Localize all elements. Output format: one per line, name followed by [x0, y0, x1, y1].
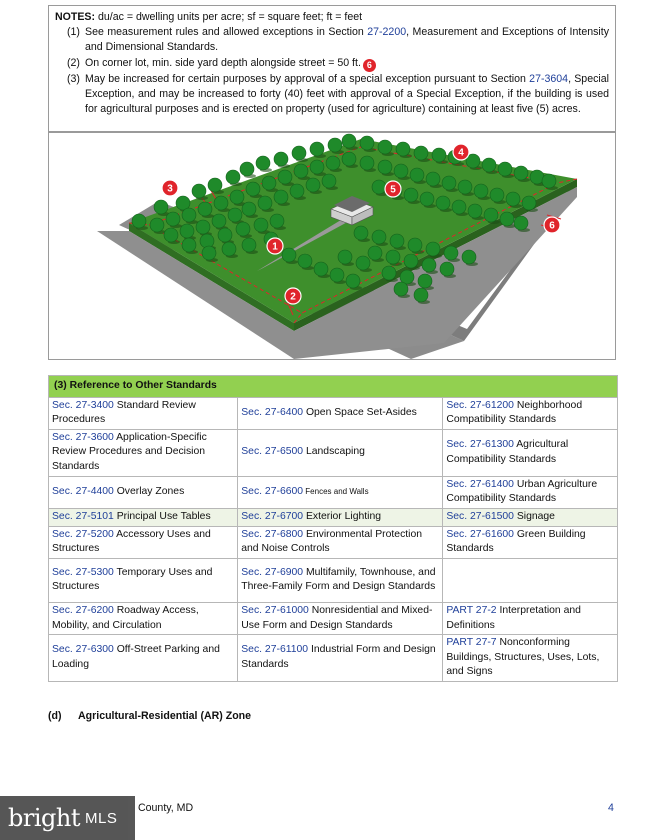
tree [500, 212, 514, 226]
tree [208, 178, 222, 192]
tree [386, 250, 400, 264]
reference-header-row [49, 376, 618, 398]
tree [404, 188, 418, 202]
tree [440, 262, 454, 276]
tree [310, 142, 324, 156]
tree [498, 162, 512, 176]
tree [262, 176, 276, 190]
tree [420, 192, 434, 206]
tree [150, 218, 164, 232]
reference-cell [443, 602, 618, 634]
tree [360, 136, 374, 150]
reference-title: Urban Agriculture Compatibility Standards [446, 478, 598, 505]
reference-rows [49, 397, 618, 681]
reference-cell [238, 558, 443, 602]
reference-title: Accessory Uses and Structures [52, 528, 211, 555]
reference-link[interactable]: Sec. 27-4400 [52, 485, 114, 497]
note-2 [55, 56, 609, 72]
tree [322, 174, 336, 188]
tree [356, 256, 370, 270]
reference-title: Exterior Lighting [303, 510, 382, 522]
reference-row [49, 558, 618, 602]
reference-link[interactable]: Sec. 27-61100 [241, 644, 309, 656]
tree [506, 192, 520, 206]
tree [378, 160, 392, 174]
reference-title: Industrial Form and Design Standards [241, 644, 436, 671]
reference-title: Multifamily, Townhouse, and Three-Family Form and Design Standards [241, 566, 436, 593]
tree [482, 158, 496, 172]
reference-title: Nonresidential and Mixed-Use Form and Design Standards [241, 604, 433, 631]
reference-link[interactable]: Sec. 27-61300 [446, 439, 514, 451]
reference-cell [443, 635, 618, 682]
tree [274, 152, 288, 166]
reference-header: (3) Reference to Other Standards [49, 376, 618, 398]
reference-link[interactable]: Sec. 27-5101 [52, 510, 114, 522]
reference-title: Roadway Access, Mobility, and Circulation [52, 604, 199, 631]
reference-link[interactable]: Sec. 27-5300 [52, 566, 114, 578]
reference-cell [443, 526, 618, 558]
reference-link[interactable]: PART 27-2 [446, 604, 497, 616]
note-text: , Special Exception, and may be increased to forty (40) feet with approval of a Special Exception, if the building is used for agricultural purposes and is erected on property (used for agriculture) containing at least five (5) acres. [85, 72, 609, 116]
lot-diagram [49, 133, 615, 359]
reference-row [49, 397, 618, 429]
marker-label: 4 [458, 147, 464, 159]
reference-title: Overlay Zones [113, 485, 185, 497]
reference-cell [49, 602, 238, 634]
tree [222, 242, 236, 256]
reference-cell [443, 397, 618, 429]
tree [196, 220, 210, 234]
tree [212, 214, 226, 228]
reference-title: Landscaping [303, 446, 365, 458]
tree [154, 200, 168, 214]
watermark-suffix: MLS [84, 809, 118, 827]
tree [514, 216, 528, 230]
reference-cell [443, 476, 618, 508]
tree [426, 172, 440, 186]
reference-link[interactable]: Sec. 27-5200 [52, 528, 114, 540]
reference-cell [238, 508, 443, 526]
tree [418, 274, 432, 288]
note-1 [55, 25, 609, 55]
tree [182, 238, 196, 252]
note-number: (2) [67, 56, 80, 69]
tree [372, 230, 386, 244]
reference-cell [49, 526, 238, 558]
tree [404, 254, 418, 268]
tree [132, 214, 146, 228]
reference-cell [49, 508, 238, 526]
reference-title: Standard Review Procedures [52, 399, 196, 426]
reference-row [49, 635, 618, 682]
reference-title: Nonconforming Buildings, Structures, Uses, Lots, and Signs [446, 637, 600, 678]
tree [368, 246, 382, 260]
reference-row [49, 508, 618, 526]
watermark-brand: bright [8, 804, 80, 832]
tree [484, 208, 498, 222]
tree [306, 178, 320, 192]
tree [242, 202, 256, 216]
tree [242, 238, 256, 252]
reference-cell [49, 558, 238, 602]
reference-cell [49, 429, 238, 476]
reference-link[interactable]: Sec. 27-61200 [446, 399, 514, 411]
note-3 [55, 72, 609, 118]
tree [408, 238, 422, 252]
tree [372, 180, 386, 194]
section-title: Agricultural-Residential (AR) Zone [78, 710, 252, 722]
tree [360, 156, 374, 170]
page-number: 4 [608, 802, 614, 814]
reference-cell [49, 635, 238, 682]
tree [246, 182, 260, 196]
reference-title: Off-Street Parking and Loading [52, 644, 220, 671]
lot-illustration [48, 132, 616, 360]
tree [462, 250, 476, 264]
tree [514, 166, 528, 180]
tree [426, 242, 440, 256]
tree [278, 170, 292, 184]
note-text: See measurement rules and allowed exceptions in Section [85, 26, 368, 39]
tree [432, 148, 446, 162]
tree [198, 202, 212, 216]
reference-title: Temporary Uses and Structures [52, 566, 213, 593]
marker-label: 2 [290, 291, 296, 303]
note-number: (1) [67, 26, 80, 39]
reference-link[interactable]: Sec. 27-6800 [241, 528, 304, 540]
notes-box [48, 5, 616, 132]
tree [298, 254, 312, 268]
tree [294, 164, 308, 178]
reference-link[interactable]: Sec. 27-6600 [241, 485, 304, 497]
reference-title: Signage [513, 510, 555, 522]
tree [228, 208, 242, 222]
tree [410, 168, 424, 182]
reference-cell [443, 558, 618, 602]
footer-county: County, MD [138, 802, 194, 814]
tree [270, 214, 284, 228]
tree [378, 140, 392, 154]
tree [414, 146, 428, 160]
marker-label: 6 [549, 220, 555, 232]
tree [342, 134, 356, 148]
tree [202, 246, 216, 260]
tree [256, 156, 270, 170]
section-link-27-2200[interactable]: 27-2200 [367, 26, 407, 39]
tree [436, 196, 450, 210]
tree [180, 224, 194, 238]
tree [338, 250, 352, 264]
tree [164, 228, 178, 242]
reference-link[interactable]: PART 27-7 [446, 637, 497, 649]
tree [218, 228, 232, 242]
reference-cell [238, 397, 443, 429]
tree [314, 262, 328, 276]
notes-heading-text: du/ac = dwelling units per acre; sf = square feet; ft = feet [95, 11, 363, 23]
reference-row [49, 526, 618, 558]
reference-row [49, 429, 618, 476]
tree [240, 162, 254, 176]
tree [292, 146, 306, 160]
tree [290, 184, 304, 198]
tree [166, 212, 180, 226]
reference-table [48, 375, 618, 682]
reference-link[interactable]: Sec. 27-61600 [446, 528, 514, 540]
reference-title: Fences and Walls [303, 486, 369, 496]
reference-row [49, 602, 618, 634]
marker-label: 3 [167, 183, 173, 195]
tree [444, 246, 458, 260]
reference-cell [49, 476, 238, 508]
reference-link[interactable]: Sec. 27-6400 [241, 406, 304, 418]
reference-cell [238, 602, 443, 634]
section-letter: (d) [48, 710, 62, 722]
section-link-27-3604[interactable]: 27-3604 [529, 72, 569, 85]
reference-title: Environmental Protection and Noise Controls [241, 528, 423, 555]
tree [230, 190, 244, 204]
reference-cell [238, 635, 443, 682]
tree [354, 226, 368, 240]
reference-link[interactable]: Sec. 27-61000 [241, 604, 309, 616]
tree [328, 138, 342, 152]
marker-badge: 6 [363, 59, 376, 72]
tree [226, 170, 240, 184]
tree [490, 188, 504, 202]
reference-title: Green Building Standards [446, 528, 586, 555]
reference-link[interactable]: Sec. 27-3400 [52, 399, 114, 411]
tree [414, 288, 428, 302]
marker-label: 5 [390, 184, 396, 196]
tree [330, 268, 344, 282]
brightmls-watermark [0, 796, 135, 840]
note-text: May be increased for certain purposes by approval of a special exception pursuant to Section [85, 72, 530, 85]
tree [452, 200, 466, 214]
reference-link[interactable]: Sec. 27-6700 [241, 510, 304, 522]
tree [258, 196, 272, 210]
reference-link[interactable]: Sec. 27-61500 [446, 510, 514, 522]
tree [326, 156, 340, 170]
tree [394, 282, 408, 296]
reference-link[interactable]: Sec. 27-3600 [52, 431, 114, 443]
reference-link[interactable]: Sec. 27-6200 [52, 604, 114, 616]
tree [236, 222, 250, 236]
reference-cell [238, 476, 443, 508]
tree [346, 274, 360, 288]
reference-row [49, 476, 618, 508]
reference-title: Application-Specific Review Procedures and Decision Standards [52, 431, 207, 472]
reference-cell [238, 526, 443, 558]
note-text: On corner lot, min. side yard depth alongside street = 50 ft. [85, 56, 361, 69]
tree [522, 196, 536, 210]
tree [282, 248, 296, 262]
marker-label: 1 [272, 241, 278, 253]
reference-title: Principal Use Tables [113, 510, 211, 522]
tree [182, 208, 196, 222]
tree [310, 160, 324, 174]
tree [200, 234, 214, 248]
tree [214, 196, 228, 210]
note-text: , Measurement and Exceptions of Intensity and Dimensional Standards. [85, 26, 610, 54]
tree [390, 234, 404, 248]
tree [342, 152, 356, 166]
tree [422, 258, 436, 272]
tree [274, 190, 288, 204]
tree [394, 164, 408, 178]
reference-title: Interpretation and Definitions [446, 604, 581, 631]
tree [458, 180, 472, 194]
reference-title: Neighborhood Compatibility Standards [446, 399, 583, 426]
tree [474, 184, 488, 198]
tree [382, 266, 396, 280]
tree [542, 174, 556, 188]
reference-link[interactable]: Sec. 27-61400 [446, 478, 514, 490]
tree [192, 184, 206, 198]
reference-link[interactable]: Sec. 27-6900 [241, 566, 304, 578]
section-d-heading [48, 710, 251, 722]
reference-link[interactable]: Sec. 27-6300 [52, 644, 114, 656]
notes-heading-label: NOTES: [55, 11, 96, 23]
reference-cell [443, 508, 618, 526]
reference-title: Open Space Set-Asides [303, 406, 417, 418]
reference-link[interactable]: Sec. 27-6500 [241, 446, 304, 458]
reference-cell [49, 397, 238, 429]
notes-heading [55, 10, 609, 25]
tree [442, 176, 456, 190]
tree [396, 142, 410, 156]
note-number: (3) [67, 72, 80, 85]
reference-title: Agricultural Compatibility Standards [446, 439, 569, 465]
reference-cell [443, 429, 618, 476]
tree [254, 218, 268, 232]
tree [468, 204, 482, 218]
reference-cell [238, 429, 443, 476]
